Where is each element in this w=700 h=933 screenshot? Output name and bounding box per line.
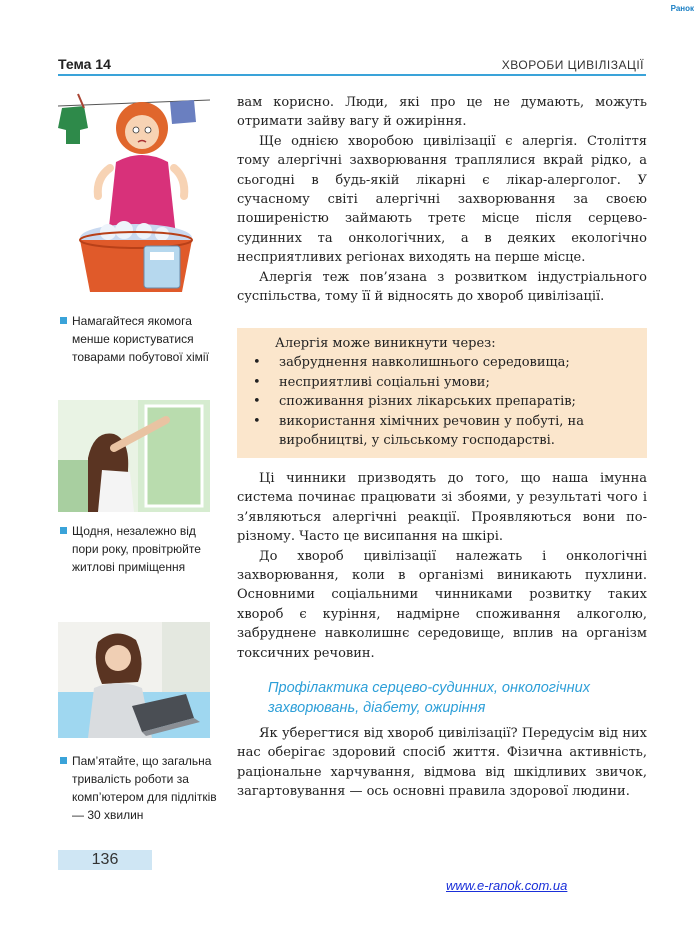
allergy-causes-box <box>237 328 647 458</box>
list-item: • несприятливі соціальні умови; <box>253 374 490 390</box>
bullet-square-icon <box>60 527 67 534</box>
laundry-illustration <box>58 86 210 296</box>
list-item: • споживання різних лікарських препаратів; <box>253 394 576 410</box>
main-text-bottom <box>237 724 647 802</box>
main-text-middle <box>237 469 647 663</box>
page-header <box>58 56 646 76</box>
paragraph: вам корисно. Люди, які про це не думають, можуть отримати зайву вагу й ожиріння. <box>237 95 647 130</box>
window-photo <box>58 400 210 512</box>
paragraph: До хвороб цивілізації належать і онкологічні захворювання, коли в організмі виникають пухлини. Основними соціальними чинниками розвитку таких хвороб є куріння, надмірне споживання алкоголю, забруднене навколишнє середовище, вплив на організм токсичних речовин. <box>237 548 647 661</box>
caption-household-chemicals: Намагайтеся якомога менше користуватися товарами побутової хімії <box>58 312 218 366</box>
bullet-square-icon <box>60 757 67 764</box>
caption-computer-time: Пам’ятайте, що загальна тривалість роботи за комп’ютером для підлітків — 30 хвилин <box>58 752 218 824</box>
section-title: ХВОРОБИ ЦИВІЛІЗАЦІЇ <box>501 58 644 72</box>
causes-list <box>251 353 637 450</box>
page-number: 136 <box>58 850 152 870</box>
bullet-square-icon <box>60 317 67 324</box>
topic-label: Тема 14 <box>58 56 111 72</box>
paragraph: Ці чинники призводять до того, що наша імунна система починає працювати зі збоями, у результаті чого і з’являються алергічні реакції. Проявляються вони по-різному. Часто це висипання на шкірі. <box>237 471 647 545</box>
list-item: • використання хімічних речовин у побуті, на виробництві, у сільському господарстві. <box>253 413 584 449</box>
paragraph: Як уберегтися від хвороб цивілізації? Передусім від них нас оберігає здоровий спосіб життя. Фізична активність, раціональне харчування, відмова від шкідливих звичок, загартовування — ось основні правила здорової людини. <box>237 726 647 800</box>
box-intro: Алергія може виникнути через: <box>275 336 496 351</box>
paragraph: Ще однією хворобою цивілізації є алергія. Століття тому алергічні захворювання траплялися вкрай рідко, а сьогодні в будь-якій лікарні є лікар-алерголог. У сучасному світі алергічні захворювання за своєю поширеністю займають третє місце після серцево-судинних та онкологічних, а в деяких екологічно несприятливих регіонах виходять на перше місце. <box>237 133 647 266</box>
publisher-logo: Ранок <box>670 4 694 13</box>
main-text-top <box>237 93 647 306</box>
laptop-photo <box>58 622 210 738</box>
caption-ventilation: Щодня, незалежно від пори року, провітрюйте житлові приміщення <box>58 522 218 576</box>
publisher-link[interactable]: www.e-ranok.com.ua <box>446 878 568 893</box>
prevention-subheading: Профілактика серцево-судинних, онкологічних захворювань, діабету, ожиріння <box>268 680 590 716</box>
paragraph: Алергія теж пов’язана з розвитком індустріального суспільства, тому її й відносять до хвороб цивілізації. <box>237 269 647 305</box>
list-item: • забруднення навколишнього середовища; <box>253 355 570 371</box>
